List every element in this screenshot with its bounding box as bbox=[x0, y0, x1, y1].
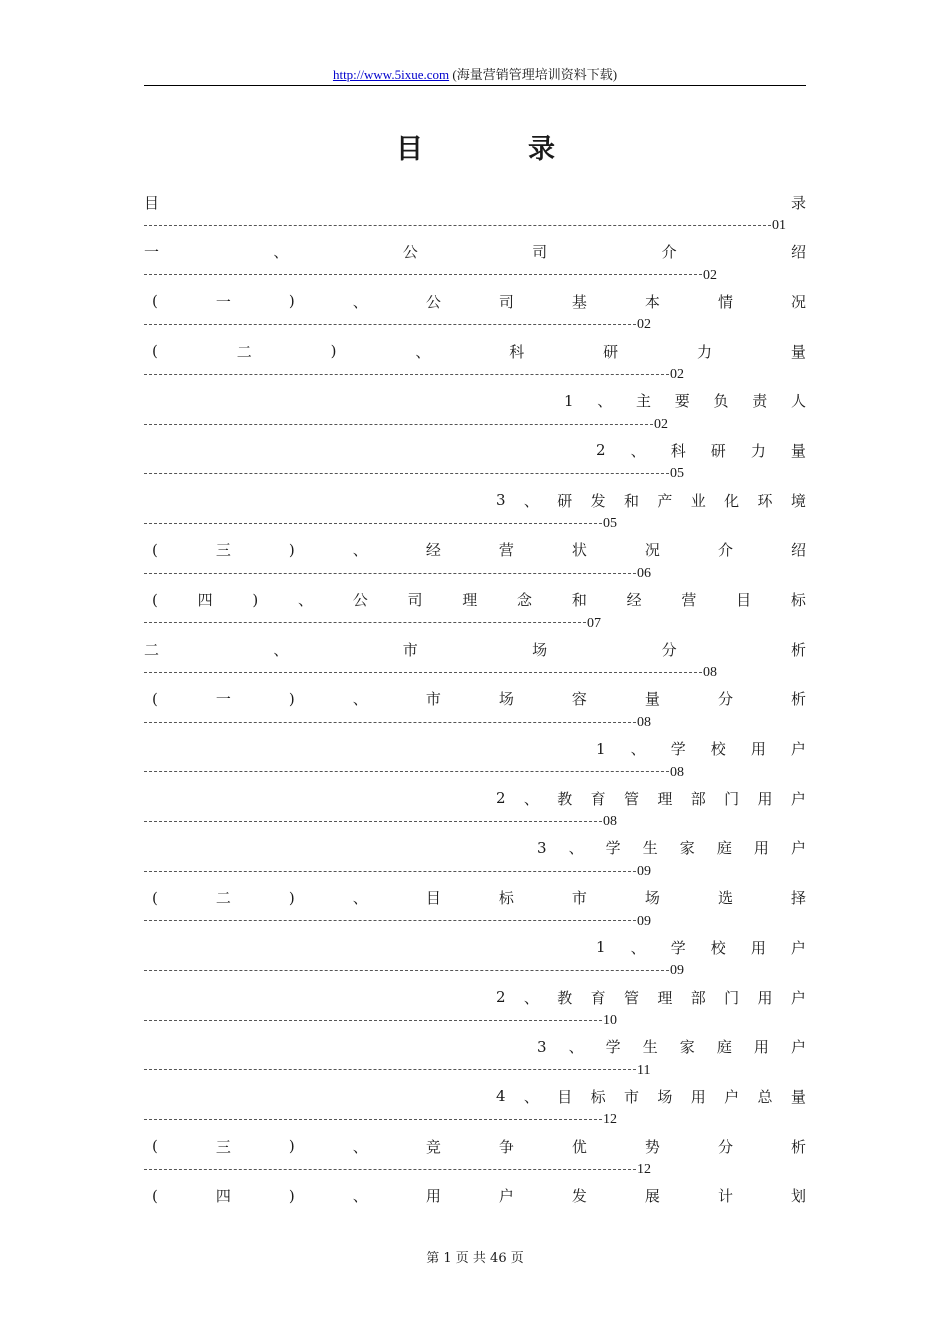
dot-leader bbox=[144, 573, 636, 574]
toc-entry[interactable] bbox=[144, 935, 806, 985]
page-title-char: 录 bbox=[528, 134, 555, 165]
toc-page-number: 02 bbox=[670, 367, 684, 383]
toc-entry-title: ( 二 ) 、 目 标 市 场 选 择 bbox=[152, 888, 806, 908]
dot-leader bbox=[144, 821, 602, 822]
toc-page-number: 01 bbox=[772, 218, 786, 233]
toc-entry-title: 3 、 学 生 家 庭 用 户 bbox=[537, 838, 806, 858]
toc-page-number: 09 bbox=[670, 963, 684, 979]
dot-leader bbox=[144, 374, 669, 375]
toc-entry-title: ( 四 ) 、 用 户 发 展 计 划 bbox=[152, 1186, 806, 1206]
toc-page-number: 09 bbox=[637, 863, 651, 879]
dot-leader bbox=[144, 324, 636, 325]
toc-leader bbox=[144, 366, 684, 384]
toc-leader bbox=[144, 664, 717, 682]
toc-entry[interactable] bbox=[144, 1134, 806, 1184]
dot-leader bbox=[144, 1169, 636, 1170]
toc-entry[interactable] bbox=[144, 1035, 806, 1085]
toc-page-number: 11 bbox=[637, 1062, 651, 1078]
dot-leader bbox=[144, 1119, 602, 1120]
toc-entry-title: 1 、 学 校 用 户 bbox=[596, 739, 806, 759]
toc-entry-title: 二 、 市 场 分 析 bbox=[144, 640, 806, 659]
toc-leader bbox=[144, 267, 717, 285]
toc-entry[interactable] bbox=[144, 488, 806, 538]
toc-entry-title: 2 、 教 育 管 理 部 门 用 户 bbox=[496, 988, 806, 1007]
toc-page-number: 06 bbox=[637, 565, 651, 581]
toc-entry-title: ( 二 ) 、 科 研 力 量 bbox=[152, 342, 806, 361]
toc-entry-title: ( 一 ) 、 市 场 容 量 分 析 bbox=[152, 689, 806, 709]
dot-leader bbox=[144, 274, 702, 275]
dot-leader bbox=[144, 473, 669, 474]
toc-entry[interactable] bbox=[144, 339, 806, 389]
dot-leader bbox=[144, 871, 636, 872]
dot-leader bbox=[144, 225, 771, 226]
toc-page-number: 08 bbox=[703, 665, 717, 681]
toc-page-number: 02 bbox=[654, 416, 668, 432]
toc-leader bbox=[144, 565, 651, 583]
dot-leader bbox=[144, 1020, 602, 1021]
toc-leader bbox=[144, 913, 651, 931]
page-title-char: 目 bbox=[396, 134, 423, 165]
toc-page-number: 08 bbox=[670, 764, 684, 780]
toc-page-number: 12 bbox=[637, 1162, 651, 1178]
toc-page-number: 10 bbox=[603, 1013, 617, 1028]
toc-entry[interactable] bbox=[144, 836, 806, 886]
toc-leader bbox=[144, 714, 651, 732]
toc-page-number: 05 bbox=[603, 516, 617, 532]
toc-leader bbox=[144, 416, 668, 434]
table-of-contents bbox=[144, 190, 806, 1233]
dot-leader bbox=[144, 1069, 636, 1070]
toc-leader bbox=[144, 316, 651, 334]
toc-entry-title: 2 、 科 研 力 量 bbox=[596, 441, 806, 460]
toc-entry-title: 2 、 教 育 管 理 部 门 用 户 bbox=[496, 789, 806, 808]
toc-entry[interactable] bbox=[144, 1184, 806, 1234]
toc-entry-title: ( 一 ) 、 公 司 基 本 情 况 bbox=[152, 292, 806, 311]
toc-entry[interactable] bbox=[144, 289, 806, 339]
header-rule bbox=[144, 85, 806, 86]
toc-leader bbox=[144, 465, 684, 483]
toc-entry[interactable] bbox=[144, 538, 806, 588]
toc-leader bbox=[144, 217, 786, 235]
page-title bbox=[0, 130, 950, 170]
toc-entry-title: 1 、 主 要 负 责 人 bbox=[564, 391, 806, 411]
dot-leader bbox=[144, 523, 602, 524]
toc-entry-title: 一 、 公 司 介 绍 bbox=[144, 243, 806, 262]
toc-entry-title: ( 三 ) 、 经 营 状 况 介 绍 bbox=[152, 540, 806, 560]
toc-page-number: 08 bbox=[603, 814, 617, 830]
dot-leader bbox=[144, 920, 636, 921]
toc-entry[interactable] bbox=[144, 985, 806, 1035]
toc-page-number: 02 bbox=[637, 317, 651, 333]
toc-leader bbox=[144, 813, 617, 831]
toc-entry-title: 1 、 学 校 用 户 bbox=[596, 938, 806, 957]
toc-page-number: 09 bbox=[637, 913, 651, 929]
dot-leader bbox=[144, 970, 669, 971]
site-link[interactable]: http://www.5ixue.com bbox=[332, 67, 450, 82]
dot-leader bbox=[144, 722, 636, 723]
toc-entry[interactable] bbox=[144, 737, 806, 787]
dot-leader bbox=[144, 622, 586, 623]
toc-leader bbox=[144, 764, 684, 782]
toc-leader bbox=[144, 1111, 617, 1129]
toc-leader bbox=[144, 515, 617, 533]
toc-entry-title: 目 录 bbox=[144, 193, 806, 212]
dot-leader bbox=[144, 424, 653, 425]
toc-entry[interactable] bbox=[144, 786, 806, 836]
toc-page-number: 07 bbox=[587, 615, 601, 631]
toc-entry[interactable] bbox=[144, 886, 806, 936]
toc-leader bbox=[144, 615, 601, 633]
toc-leader bbox=[144, 863, 651, 881]
toc-entry-title: 3 、 学 生 家 庭 用 户 bbox=[537, 1037, 806, 1057]
toc-leader bbox=[144, 1012, 617, 1030]
dot-leader bbox=[144, 771, 669, 772]
toc-leader bbox=[144, 1062, 650, 1080]
toc-entry-title: 3 、 研 发 和 产 业 化 环 境 bbox=[496, 491, 806, 510]
toc-page-number: 12 bbox=[603, 1112, 617, 1128]
toc-entry[interactable] bbox=[144, 190, 806, 240]
page-footer: 第 1 页 共 46 页 bbox=[426, 1251, 524, 1266]
toc-entry[interactable] bbox=[144, 687, 806, 737]
page-header bbox=[0, 66, 950, 84]
toc-entry[interactable] bbox=[144, 438, 806, 488]
toc-page-number: 08 bbox=[637, 714, 651, 730]
toc-entry-title: ( 三 ) 、 竞 争 优 势 分 析 bbox=[152, 1137, 806, 1156]
toc-page-number: 02 bbox=[703, 267, 717, 283]
toc-leader bbox=[144, 1161, 651, 1179]
site-note: (海量营销管理培训资料下载) bbox=[452, 67, 618, 82]
toc-entry-title: 4 、 目 标 市 场 用 户 总 量 bbox=[496, 1087, 806, 1106]
toc-leader bbox=[144, 962, 684, 980]
toc-entry[interactable] bbox=[144, 389, 806, 439]
toc-page-number: 05 bbox=[670, 466, 684, 482]
toc-entry[interactable] bbox=[144, 1084, 806, 1134]
toc-entry-title: ( 四 ) 、 公 司 理 念 和 经 营 目 标 bbox=[152, 590, 806, 609]
dot-leader bbox=[144, 672, 702, 673]
toc-entry[interactable] bbox=[144, 240, 806, 290]
toc-entry[interactable] bbox=[144, 637, 806, 687]
toc-entry[interactable] bbox=[144, 588, 806, 638]
